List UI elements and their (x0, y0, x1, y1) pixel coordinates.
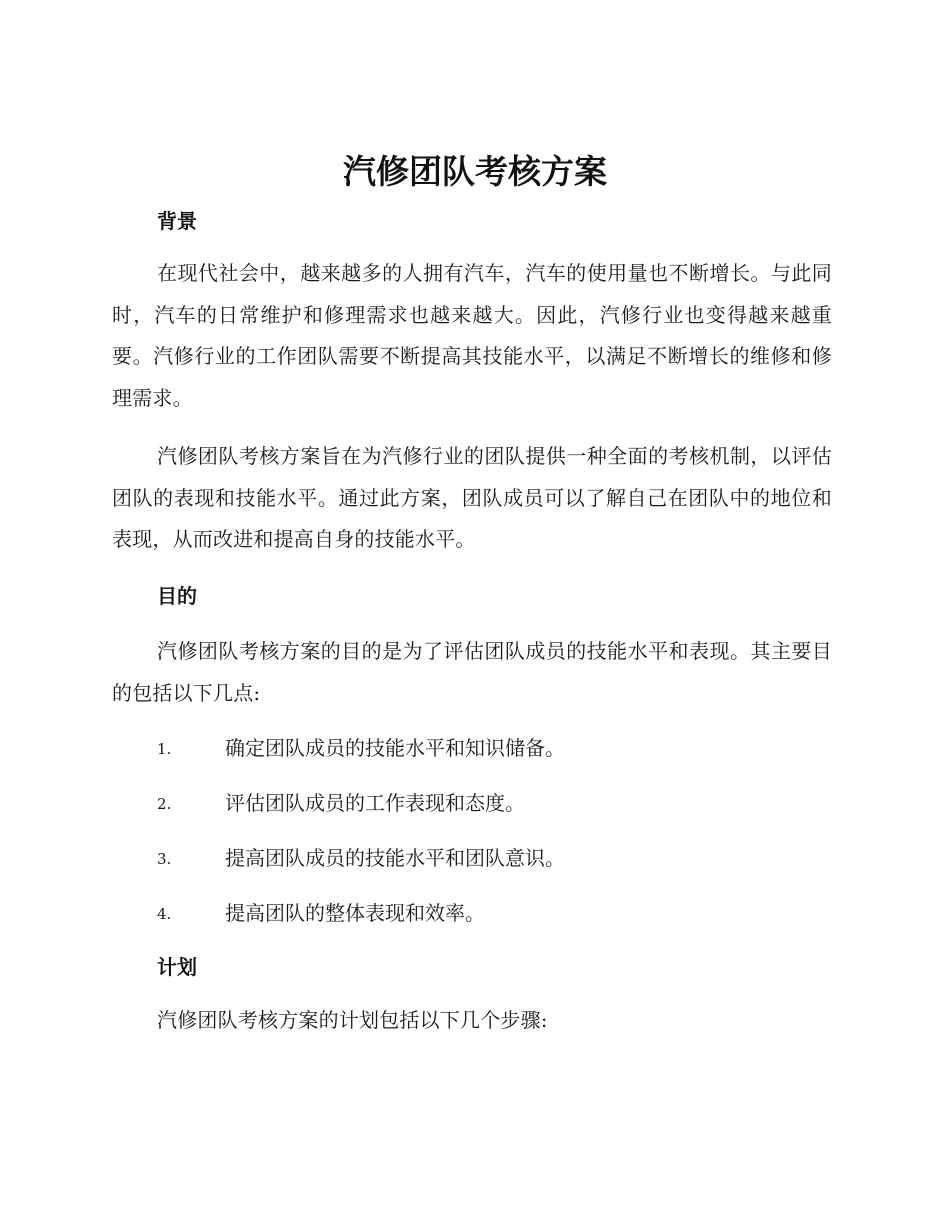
list-item-text: 评估团队成员的工作表现和态度。 (225, 791, 525, 815)
list-item-text: 确定团队成员的技能水平和知识储备。 (225, 736, 565, 760)
list-item (157, 898, 837, 929)
list-item-number: 1. (157, 740, 172, 758)
list-item-number: 3. (157, 850, 172, 868)
list-item (157, 788, 837, 819)
section-heading-purpose: 目的 (157, 584, 197, 608)
section-heading-plan: 计划 (157, 955, 197, 979)
background-paragraph-1: 在现代社会中，越来越多的人拥有汽车，汽车的使用量也不断增长。与此同时，汽车的日常维护和修理需求也越来越大。因此，汽修行业也变得越来越重要。汽修行业的工作团队需要不断提高其技能水平，以满足不断增长的维修和修理需求。 (112, 261, 832, 410)
list-item (157, 733, 837, 764)
background-paragraph-2: 汽修团队考核方案旨在为汽修行业的团队提供一种全面的考核机制，以评估团队的表现和技能水平。通过此方案，团队成员可以了解自己在团队中的地位和表现，从而改进和提高自身的技能水平。 (112, 444, 832, 551)
list-item-text: 提高团队成员的技能水平和团队意识。 (225, 846, 565, 870)
list-item-number: 4. (157, 905, 172, 923)
section-heading-background: 背景 (157, 209, 197, 233)
list-item-text: 提高团队的整体表现和效率。 (225, 901, 485, 925)
list-item (157, 843, 837, 874)
plan-intro-paragraph: 汽修团队考核方案的计划包括以下几个步骤: (157, 1008, 548, 1032)
purpose-intro-paragraph: 汽修团队考核方案的目的是为了评估团队成员的技能水平和表现。其主要目的包括以下几点: (112, 639, 832, 705)
document-title: 汽修团队考核方案 (343, 152, 607, 191)
list-item-number: 2. (157, 795, 172, 813)
